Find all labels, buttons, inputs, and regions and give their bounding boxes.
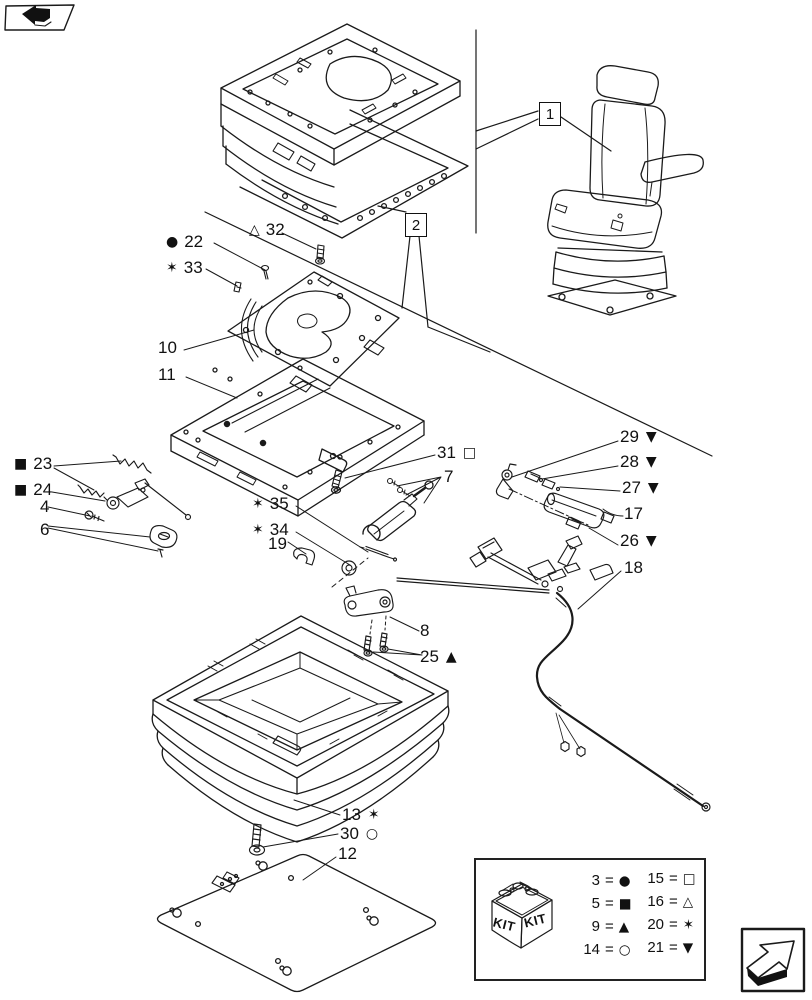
ref-box-1 bbox=[539, 102, 561, 126]
filled-down-triangle-icon: ▼ bbox=[645, 532, 657, 549]
callout-34: ✶ 34 bbox=[252, 520, 289, 539]
open-circle-icon: ○ bbox=[618, 941, 631, 958]
callout-7: 7 bbox=[444, 467, 454, 486]
callout-33: ✶ 33 bbox=[166, 258, 203, 277]
callout-25: 25 ▲ bbox=[420, 647, 457, 666]
callout-27: 27 ▼ bbox=[622, 478, 659, 497]
callout-24: ■ 24 bbox=[14, 480, 53, 499]
filled-star-icon: ✶ bbox=[166, 259, 178, 276]
cable-18-drawing bbox=[397, 532, 710, 811]
lower-bellows-13-drawing bbox=[152, 616, 449, 842]
part-10-bracket-drawing bbox=[228, 272, 399, 392]
callout-4: 4 bbox=[40, 497, 50, 516]
filled-square-icon: ■ bbox=[618, 895, 632, 912]
callout-28: 28 ▼ bbox=[620, 452, 657, 471]
callout-30: 30 ○ bbox=[340, 824, 379, 843]
bottom-plate-12-drawing bbox=[158, 855, 436, 992]
callout-31: 31 □ bbox=[437, 443, 477, 462]
filled-star-icon: ✶ bbox=[367, 806, 380, 823]
filled-down-triangle-icon: ▼ bbox=[682, 939, 694, 956]
filled-down-triangle-icon: ▼ bbox=[647, 479, 659, 496]
open-square-icon: □ bbox=[682, 870, 696, 887]
kit-box-label: KIT bbox=[522, 910, 548, 931]
filled-circle-icon: ● bbox=[618, 872, 631, 889]
callout-10: 10 bbox=[158, 338, 177, 357]
filled-down-triangle-icon: ▼ bbox=[645, 428, 657, 445]
callout-6: 6 bbox=[40, 520, 50, 539]
callout-19: 19 bbox=[268, 534, 287, 553]
filled-star-icon: ✶ bbox=[252, 495, 264, 512]
filled-up-triangle-icon: ▲ bbox=[618, 918, 630, 935]
filled-circle-icon: ● bbox=[166, 233, 179, 250]
open-triangle-icon: △ bbox=[249, 221, 260, 238]
prev-section-button[interactable] bbox=[5, 5, 74, 30]
legend-row-16: 16 = △ bbox=[647, 893, 694, 910]
callout-13: 13 ✶ bbox=[342, 805, 380, 824]
top-suspension-assembly-drawing bbox=[221, 24, 468, 238]
part-11-frame-drawing bbox=[171, 359, 424, 516]
small-fasteners-top bbox=[234, 245, 325, 292]
filled-square-icon: ■ bbox=[14, 455, 28, 472]
filled-star-icon: ✶ bbox=[252, 521, 264, 538]
callout-8: 8 bbox=[420, 621, 430, 640]
kit-box-label: KIT bbox=[491, 914, 517, 935]
legend-row-20: 20 = ✶ bbox=[647, 916, 695, 933]
open-square-icon: □ bbox=[462, 444, 477, 461]
callout-17: 17 bbox=[624, 504, 643, 523]
legend-row-21: 21 = ▼ bbox=[647, 939, 694, 956]
callout-23: ■ 23 bbox=[14, 454, 53, 473]
filled-down-triangle-icon: ▼ bbox=[645, 453, 657, 470]
part-8-pivot-drawing bbox=[344, 586, 393, 656]
seat-overview-drawing bbox=[545, 66, 704, 315]
callout-18: 18 bbox=[624, 558, 643, 577]
callout-11: 11 bbox=[158, 365, 176, 384]
filled-square-icon: ■ bbox=[14, 481, 28, 498]
filled-up-triangle-icon: ▲ bbox=[445, 648, 457, 665]
filled-star-icon: ✶ bbox=[682, 916, 695, 933]
ref-box-1-label: 1 bbox=[545, 105, 555, 123]
legend-row-3: 3 = ● bbox=[591, 872, 631, 889]
damper-7-drawing bbox=[363, 479, 433, 541]
mechanism-17-drawing bbox=[496, 464, 614, 529]
legend-row-14: 14 = ○ bbox=[583, 941, 631, 958]
ref-box-2 bbox=[405, 213, 427, 237]
linkage-drawing bbox=[294, 547, 397, 588]
open-triangle-icon: △ bbox=[682, 893, 694, 910]
callout-29: 29 ▼ bbox=[620, 427, 657, 446]
legend-row-5: 5 = ■ bbox=[591, 895, 632, 912]
callout-22: ● 22 bbox=[166, 232, 204, 251]
legend-row-15: 15 = □ bbox=[647, 870, 696, 887]
ref-box-2-label: 2 bbox=[411, 216, 421, 234]
callout-35: ✶ 35 bbox=[252, 494, 289, 513]
left-adjuster-mechanism-drawing bbox=[78, 455, 191, 557]
legend-row-9: 9 = ▲ bbox=[591, 918, 630, 935]
kit-symbol-legend bbox=[474, 858, 706, 981]
callout-26: 26 ▼ bbox=[620, 531, 657, 550]
leader-lines bbox=[48, 233, 623, 880]
callout-32: △ 32 bbox=[249, 220, 285, 239]
next-section-button[interactable] bbox=[742, 929, 804, 991]
callout-12: 12 bbox=[338, 844, 357, 863]
open-circle-icon: ○ bbox=[365, 825, 379, 842]
